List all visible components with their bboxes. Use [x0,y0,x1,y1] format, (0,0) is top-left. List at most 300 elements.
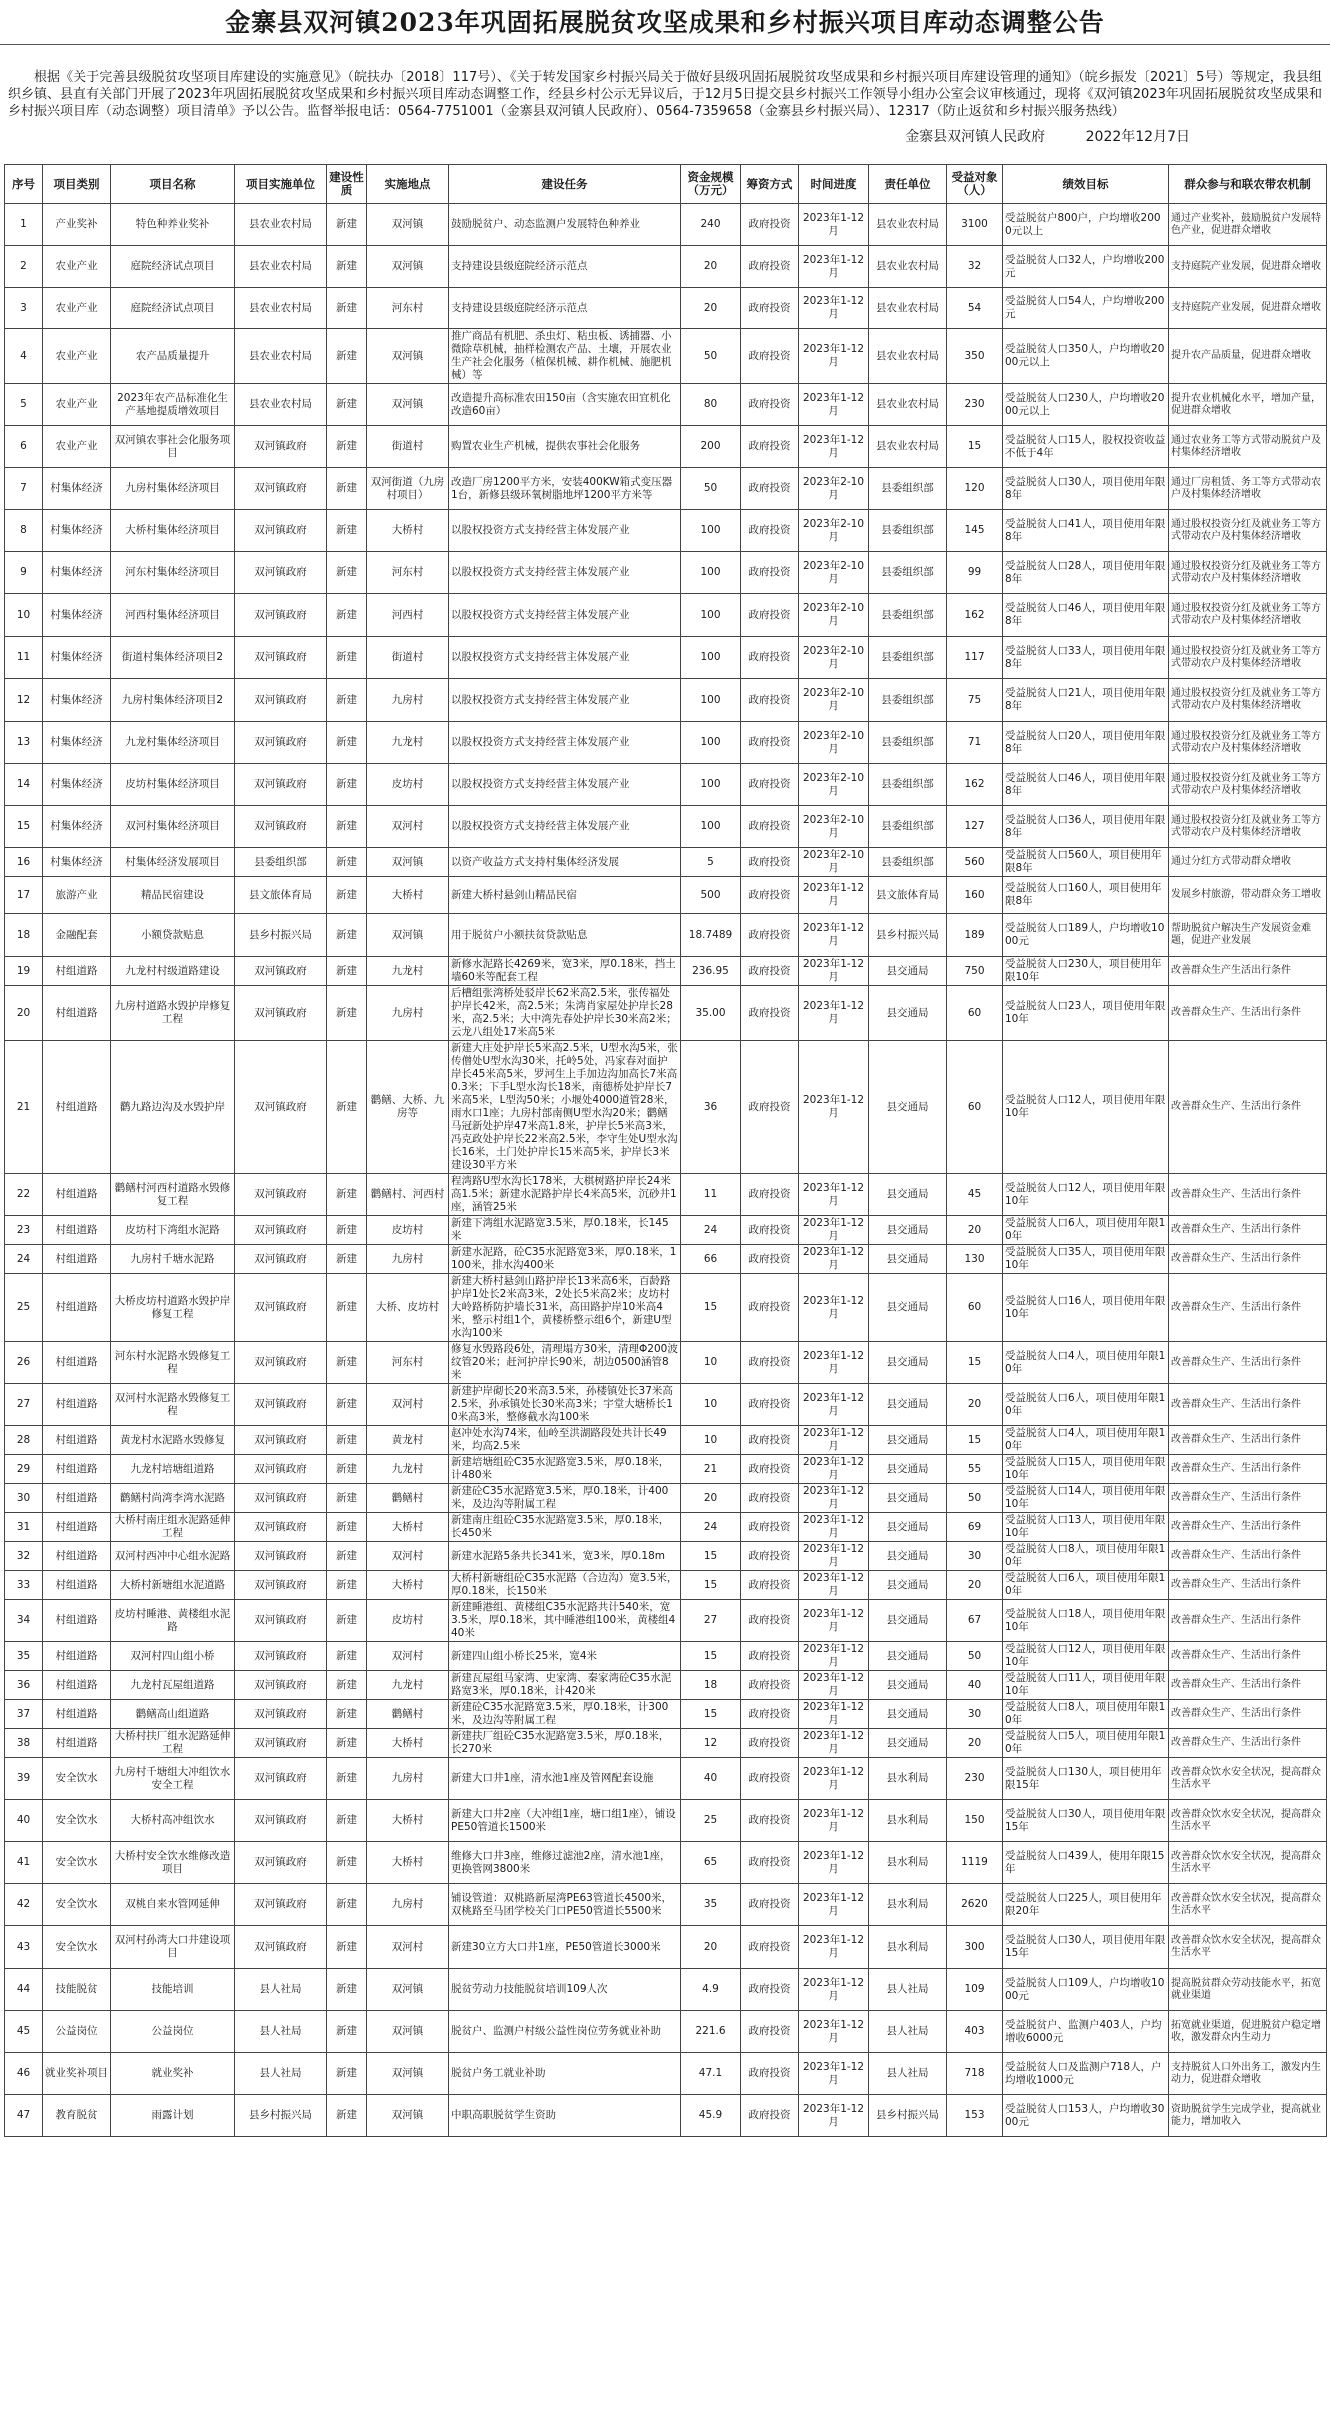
cell-performance-goal: 受益脱贫人口130人，项目使用年限15年 [1003,1758,1169,1800]
cell-funding: 15 [681,1700,741,1729]
cell-project-name: 皮坊村下湾组水泥路 [111,1216,235,1245]
cell-participation-mechanism: 支持脱贫人口外出务工，激发内生动力，促进群众增收 [1169,2053,1327,2095]
cell-participation-mechanism: 改善群众饮水安全状况，提高群众生活水平 [1169,1926,1327,1969]
cell-task: 新建水泥路5条共长341米，宽3米，厚0.18m [449,1542,681,1571]
cell-category: 村组道路 [43,1384,111,1426]
cell-beneficiaries: 50 [947,1642,1003,1671]
cell-category: 村组道路 [43,1642,111,1671]
cell-task: 新建大桥村悬剑山精品民宿 [449,877,681,914]
cell-performance-goal: 受益脱贫人口21人，项目使用年限8年 [1003,679,1169,722]
cell-construction-type: 新建 [327,594,367,637]
cell-funding-method: 政府投资 [741,1174,799,1216]
cell-project-name: 鹳鳝村河西村道路水毁修复工程 [111,1174,235,1216]
cell-implementing-unit: 双河镇政府 [235,1426,327,1455]
cell-beneficiaries: 20 [947,1216,1003,1245]
cell-implementing-unit: 县文旅体育局 [235,877,327,914]
cell-funding: 18.7489 [681,914,741,957]
cell-implementing-unit: 双河镇政府 [235,1484,327,1513]
issue-date: 2022年12月7日 [1085,129,1190,145]
cell-beneficiaries: 30 [947,1700,1003,1729]
cell-responsible-unit: 县乡村振兴局 [869,914,947,957]
cell-project-name: 九房村集体经济项目2 [111,679,235,722]
cell-funding: 15 [681,1642,741,1671]
cell-performance-goal: 受益脱贫人口4人，项目使用年限10年 [1003,1426,1169,1455]
cell-category: 安全饮水 [43,1800,111,1842]
cell-funding-method: 政府投资 [741,288,799,329]
cell-beneficiaries: 718 [947,2053,1003,2095]
cell-performance-goal: 受益脱贫人口18人，项目使用年限10年 [1003,1600,1169,1642]
table-row [5,1642,1327,1671]
cell-responsible-unit: 县水利局 [869,1884,947,1926]
cell-implementing-unit: 县人社局 [235,1969,327,2011]
table-row [5,1455,1327,1484]
cell-construction-type: 新建 [327,1513,367,1542]
cell-funding-method: 政府投资 [741,552,799,594]
cell-category: 村组道路 [43,957,111,986]
cell-construction-type: 新建 [327,204,367,246]
cell-participation-mechanism: 改善群众生产、生活出行条件 [1169,1342,1327,1384]
cell-funding: 100 [681,722,741,764]
cell-beneficiaries: 3100 [947,204,1003,246]
cell-task: 脱贫户、监测户村级公益性岗位劳务就业补助 [449,2011,681,2053]
cell-funding: 24 [681,1216,741,1245]
cell-funding-method: 政府投资 [741,637,799,679]
cell-participation-mechanism: 改善群众生产、生活出行条件 [1169,1571,1327,1600]
cell-beneficiaries: 67 [947,1600,1003,1642]
cell-category: 村组道路 [43,1342,111,1384]
cell-construction-type: 新建 [327,679,367,722]
cell-category: 村组道路 [43,1484,111,1513]
cell-task: 新建护岸砌长20米高3.5米，孙楼镇处长37米高2.5米，孙承镇处长30米高3米；宇堂大塘桥长10米高3米，整修截水沟100米 [449,1384,681,1426]
cell-schedule: 2023年1-12月 [799,1174,869,1216]
cell-responsible-unit: 县交通局 [869,986,947,1041]
table-row [5,426,1327,468]
cell-project-name: 河西村集体经济项目 [111,594,235,637]
table-row [5,1926,1327,1969]
cell-task: 支持建设县级庭院经济示范点 [449,246,681,288]
cell-category: 村组道路 [43,1245,111,1274]
cell-task: 以股权投资方式支持经营主体发展产业 [449,510,681,552]
cell-implementing-unit: 双河镇政府 [235,1455,327,1484]
cell-implementing-unit: 双河镇政府 [235,679,327,722]
cell-task: 以股权投资方式支持经营主体发展产业 [449,806,681,848]
cell-index: 7 [5,468,43,510]
cell-category: 村组道路 [43,986,111,1041]
table-row [5,637,1327,679]
cell-schedule: 2023年2-10月 [799,552,869,594]
cell-task: 改造提升高标准农田150亩（含实施农田宜机化改造60亩） [449,384,681,426]
cell-responsible-unit: 县乡村振兴局 [869,2095,947,2137]
cell-location: 鹳鳝村 [367,1484,449,1513]
cell-beneficiaries: 50 [947,1484,1003,1513]
table-row [5,848,1327,877]
cell-schedule: 2023年2-10月 [799,510,869,552]
table-row [5,1884,1327,1926]
cell-category: 村集体经济 [43,848,111,877]
cell-funding-method: 政府投资 [741,2053,799,2095]
header-project-name: 项目名称 [111,165,235,204]
cell-index: 18 [5,914,43,957]
cell-schedule: 2023年2-10月 [799,468,869,510]
cell-index: 40 [5,1800,43,1842]
cell-funding: 27 [681,1600,741,1642]
cell-index: 2 [5,246,43,288]
table-row [5,1800,1327,1842]
cell-category: 旅游产业 [43,877,111,914]
cell-project-name: 河东村水泥路水毁修复工程 [111,1342,235,1384]
cell-beneficiaries: 189 [947,914,1003,957]
cell-performance-goal: 受益脱贫人口5人，项目使用年限10年 [1003,1729,1169,1758]
cell-task: 后槽组张湾桥处驳岸长62米高2.5米，张传福处护岸长42米，高2.5米；朱湾肖家屋处护岸长28米，高2.5米；大中湾先春处护岸长30米高2米；云龙八组处17米高5米 [449,986,681,1041]
cell-implementing-unit: 双河镇政府 [235,1926,327,1969]
cell-beneficiaries: 32 [947,246,1003,288]
cell-index: 9 [5,552,43,594]
cell-implementing-unit: 县农业农村局 [235,246,327,288]
cell-responsible-unit: 县交通局 [869,1542,947,1571]
cell-beneficiaries: 54 [947,288,1003,329]
cell-task: 新建大庄处护岸长5米高2.5米，U型水沟5米，张传僧处U型水沟30米，托岭5处，冯家春对面护岸长45米高5米，罗河生上手加边沟加高长7米高0.3米；下手L型水沟长18米，南德桥处护岸长7米高5米，L型沟50米；小堰处4000道管28米，雨水口1座；九房村部南侧U型水沟20米；鹳鳝马冠新处护岸47米高1.8米，护岸长5米高3米，冯克政处护岸长22米高2.5米，李守生处U型水沟长16米，土门处护岸长15米高5米，护岸长3米建设30平方米 [449,1041,681,1174]
cell-location: 双河镇 [367,246,449,288]
cell-funding: 240 [681,204,741,246]
cell-beneficiaries: 69 [947,1513,1003,1542]
cell-location: 双河村 [367,1642,449,1671]
cell-location: 双河村 [367,1926,449,1969]
cell-responsible-unit: 县委组织部 [869,637,947,679]
cell-funding: 10 [681,1426,741,1455]
cell-funding: 15 [681,1571,741,1600]
cell-project-name: 大桥村集体经济项目 [111,510,235,552]
table-row [5,914,1327,957]
cell-participation-mechanism: 通过厂房租赁、务工等方式带动农户及村集体经济增收 [1169,468,1327,510]
cell-task: 中职高职脱贫学生资助 [449,2095,681,2137]
cell-participation-mechanism: 改善群众生产、生活出行条件 [1169,1600,1327,1642]
table-row [5,1041,1327,1174]
cell-responsible-unit: 县农业农村局 [869,246,947,288]
table-row [5,2095,1327,2137]
cell-task: 用于脱贫户小额扶贫贷款贴息 [449,914,681,957]
cell-funding: 20 [681,1484,741,1513]
cell-index: 33 [5,1571,43,1600]
cell-schedule: 2023年1-12月 [799,986,869,1041]
cell-funding-method: 政府投资 [741,1041,799,1174]
cell-index: 1 [5,204,43,246]
cell-schedule: 2023年1-12月 [799,384,869,426]
cell-funding-method: 政府投资 [741,877,799,914]
cell-performance-goal: 受益脱贫人口160人，项目使用年限8年 [1003,877,1169,914]
header-beneficiaries: 受益对象（人） [947,165,1003,204]
cell-category: 村组道路 [43,1041,111,1174]
cell-index: 30 [5,1484,43,1513]
cell-category: 公益岗位 [43,2011,111,2053]
cell-responsible-unit: 县交通局 [869,1700,947,1729]
cell-category: 村组道路 [43,1216,111,1245]
cell-beneficiaries: 55 [947,1455,1003,1484]
cell-responsible-unit: 县委组织部 [869,722,947,764]
cell-schedule: 2023年1-12月 [799,426,869,468]
cell-funding: 4.9 [681,1969,741,2011]
cell-project-name: 街道村集体经济项目2 [111,637,235,679]
cell-responsible-unit: 县交通局 [869,1274,947,1342]
cell-responsible-unit: 县水利局 [869,1758,947,1800]
cell-implementing-unit: 双河镇政府 [235,1384,327,1426]
table-row [5,1426,1327,1455]
cell-beneficiaries: 230 [947,1758,1003,1800]
cell-task: 大桥村新塘组砼C35水泥路（合边沟）宽3.5米，厚0.18米，长150米 [449,1571,681,1600]
cell-location: 双河村 [367,806,449,848]
cell-index: 24 [5,1245,43,1274]
cell-location: 河东村 [367,552,449,594]
cell-category: 金融配套 [43,914,111,957]
cell-index: 44 [5,1969,43,2011]
table-row [5,2053,1327,2095]
cell-participation-mechanism: 通过股权投资分红及就业务工等方式带动农户及村集体经济增收 [1169,510,1327,552]
cell-performance-goal: 受益脱贫人口12人，项目使用年限10年 [1003,1642,1169,1671]
cell-participation-mechanism: 改善群众饮水安全状况，提高群众生活水平 [1169,1758,1327,1800]
cell-participation-mechanism: 通过分红方式带动群众增收 [1169,848,1327,877]
cell-beneficiaries: 350 [947,329,1003,384]
cell-project-name: 庭院经济试点项目 [111,246,235,288]
cell-project-name: 精品民宿建设 [111,877,235,914]
cell-project-name: 公益岗位 [111,2011,235,2053]
cell-beneficiaries: 20 [947,1729,1003,1758]
cell-construction-type: 新建 [327,1342,367,1384]
cell-category: 产业奖补 [43,204,111,246]
cell-beneficiaries: 99 [947,552,1003,594]
cell-index: 16 [5,848,43,877]
cell-location: 街道村 [367,426,449,468]
cell-construction-type: 新建 [327,426,367,468]
cell-funding-method: 政府投资 [741,1884,799,1926]
cell-category: 村组道路 [43,1542,111,1571]
cell-task: 新建大口井2座（大冲组1座，塘口组1座），铺设PE50管道长1500米 [449,1800,681,1842]
cell-funding-method: 政府投资 [741,986,799,1041]
cell-beneficiaries: 45 [947,1174,1003,1216]
cell-beneficiaries: 109 [947,1969,1003,2011]
cell-responsible-unit: 县水利局 [869,1800,947,1842]
cell-performance-goal: 受益脱贫人口189人，户均增收1000元 [1003,914,1169,957]
cell-implementing-unit: 双河镇政府 [235,1671,327,1700]
cell-funding-method: 政府投资 [741,594,799,637]
cell-task: 新建30立方大口井1座，PE50管道长3000米 [449,1926,681,1969]
cell-implementing-unit: 县农业农村局 [235,329,327,384]
cell-performance-goal: 受益脱贫人口及监测户718人，户均增收1000元 [1003,2053,1169,2095]
cell-performance-goal: 受益脱贫人口20人，项目使用年限8年 [1003,722,1169,764]
cell-construction-type: 新建 [327,914,367,957]
cell-beneficiaries: 1119 [947,1842,1003,1884]
cell-construction-type: 新建 [327,1842,367,1884]
cell-schedule: 2023年1-12月 [799,1216,869,1245]
cell-project-name: 黄龙村水泥路水毁修复 [111,1426,235,1455]
cell-index: 43 [5,1926,43,1969]
cell-funding: 20 [681,1926,741,1969]
page-title: 金寨县双河镇2023年巩固拓展脱贫攻坚成果和乡村振兴项目库动态调整公告 [225,8,1105,37]
cell-implementing-unit: 双河镇政府 [235,764,327,806]
cell-category: 村组道路 [43,1274,111,1342]
table-row [5,877,1327,914]
cell-beneficiaries: 160 [947,877,1003,914]
cell-funding-method: 政府投资 [741,1600,799,1642]
table-row [5,1600,1327,1642]
cell-location: 大桥村 [367,1729,449,1758]
cell-funding: 100 [681,510,741,552]
cell-funding-method: 政府投资 [741,1245,799,1274]
header-performance-goal: 绩效目标 [1003,165,1169,204]
cell-construction-type: 新建 [327,384,367,426]
cell-schedule: 2023年1-12月 [799,1729,869,1758]
table-row [5,1342,1327,1384]
cell-funding: 18 [681,1671,741,1700]
cell-construction-type: 新建 [327,329,367,384]
cell-participation-mechanism: 改善群众生产、生活出行条件 [1169,1455,1327,1484]
cell-project-name: 双桃自来水管网延伸 [111,1884,235,1926]
table-row [5,1758,1327,1800]
header-category: 项目类别 [43,165,111,204]
cell-funding-method: 政府投资 [741,764,799,806]
cell-project-name: 九龙村培塘组道路 [111,1455,235,1484]
cell-project-name: 大桥村扶厂组水泥路延伸工程 [111,1729,235,1758]
cell-index: 5 [5,384,43,426]
cell-funding-method: 政府投资 [741,1426,799,1455]
cell-responsible-unit: 县交通局 [869,1642,947,1671]
cell-funding-method: 政府投资 [741,1542,799,1571]
cell-funding-method: 政府投资 [741,806,799,848]
cell-construction-type: 新建 [327,1216,367,1245]
cell-project-name: 双河村集体经济项目 [111,806,235,848]
cell-funding-method: 政府投资 [741,1455,799,1484]
cell-location: 鹳鳝、大桥、九房等 [367,1041,449,1174]
cell-participation-mechanism: 改善群众生产、生活出行条件 [1169,1274,1327,1342]
cell-performance-goal: 受益脱贫人口6人，项目使用年限10年 [1003,1216,1169,1245]
cell-funding-method: 政府投资 [741,914,799,957]
cell-responsible-unit: 县水利局 [869,1926,947,1969]
cell-beneficiaries: 560 [947,848,1003,877]
cell-responsible-unit: 县交通局 [869,1216,947,1245]
cell-participation-mechanism: 通过农业务工等方式带动脱贫户及村集体经济增收 [1169,426,1327,468]
cell-beneficiaries: 20 [947,1571,1003,1600]
cell-task: 购置农业生产机械，提供农事社会化服务 [449,426,681,468]
cell-participation-mechanism: 提高脱贫群众劳动技能水平，拓宽就业渠道 [1169,1969,1327,2011]
cell-responsible-unit: 县人社局 [869,1969,947,2011]
cell-responsible-unit: 县委组织部 [869,552,947,594]
cell-performance-goal: 受益脱贫人口30人，项目使用年限8年 [1003,468,1169,510]
cell-responsible-unit: 县委组织部 [869,764,947,806]
cell-location: 大桥村 [367,1513,449,1542]
cell-project-name: 农产品质量提升 [111,329,235,384]
cell-participation-mechanism: 改善群众饮水安全状况，提高群众生活水平 [1169,1884,1327,1926]
cell-participation-mechanism: 改善群众生产、生活出行条件 [1169,1426,1327,1455]
cell-location: 大桥村 [367,1571,449,1600]
cell-schedule: 2023年1-12月 [799,2053,869,2095]
cell-location: 双河镇 [367,2011,449,2053]
cell-responsible-unit: 县交通局 [869,1455,947,1484]
cell-task: 赵冲处水沟74米，仙岭至洪湖路段处共计长49米，均高2.5米 [449,1426,681,1455]
cell-project-name: 双河村西冲中心组水泥路 [111,1542,235,1571]
cell-category: 村组道路 [43,1700,111,1729]
cell-category: 技能脱贫 [43,1969,111,2011]
cell-beneficiaries: 403 [947,2011,1003,2053]
cell-responsible-unit: 县农业农村局 [869,384,947,426]
cell-schedule: 2023年1-12月 [799,1969,869,2011]
cell-implementing-unit: 双河镇政府 [235,1216,327,1245]
cell-schedule: 2023年2-10月 [799,764,869,806]
cell-project-name: 皮坊村睡港、黄楼组水泥路 [111,1600,235,1642]
cell-project-name: 庭院经济试点项目 [111,288,235,329]
cell-category: 就业奖补项目 [43,2053,111,2095]
cell-location: 双河街道（九房村项目） [367,468,449,510]
cell-task: 新建砼C35水泥路宽3.5米，厚0.18米，计300米，及边沟等附属工程 [449,1700,681,1729]
table-row [5,957,1327,986]
cell-project-name: 大桥村南庄组水泥路延伸工程 [111,1513,235,1542]
cell-implementing-unit: 双河镇政府 [235,1758,327,1800]
cell-performance-goal: 受益脱贫人口153人，户均增收3000元 [1003,2095,1169,2137]
cell-performance-goal: 受益脱贫人口11人，项目使用年限10年 [1003,1671,1169,1700]
cell-location: 九房村 [367,1758,449,1800]
cell-schedule: 2023年1-12月 [799,329,869,384]
cell-schedule: 2023年1-12月 [799,1571,869,1600]
cell-funding: 200 [681,426,741,468]
table-row [5,204,1327,246]
cell-project-name: 双河村水泥路水毁修复工程 [111,1384,235,1426]
cell-index: 15 [5,806,43,848]
cell-participation-mechanism: 提升农业机械化水平，增加产量，促进群众增收 [1169,384,1327,426]
cell-implementing-unit: 双河镇政府 [235,1274,327,1342]
cell-funding-method: 政府投资 [741,426,799,468]
cell-performance-goal: 受益脱贫人口41人，项目使用年限8年 [1003,510,1169,552]
cell-location: 河东村 [367,1342,449,1384]
cell-location: 大桥村 [367,877,449,914]
cell-performance-goal: 受益脱贫人口36人，项目使用年限8年 [1003,806,1169,848]
cell-schedule: 2023年1-12月 [799,1842,869,1884]
cell-index: 31 [5,1513,43,1542]
cell-schedule: 2023年1-12月 [799,1384,869,1426]
cell-funding: 11 [681,1174,741,1216]
cell-participation-mechanism: 改善群众生产、生活出行条件 [1169,1484,1327,1513]
cell-task: 新建睡港组、黄楼组C35水泥路共计540米，宽3.5米，厚0.18米，其中睡港组100米，黄楼组440米 [449,1600,681,1642]
cell-construction-type: 新建 [327,1041,367,1174]
cell-project-name: 就业奖补 [111,2053,235,2095]
cell-task: 新建南庄组砼C35水泥路宽3.5米，厚0.18米，长450米 [449,1513,681,1542]
cell-category: 村集体经济 [43,679,111,722]
cell-implementing-unit: 县乡村振兴局 [235,2095,327,2137]
cell-participation-mechanism: 改善群众生产、生活出行条件 [1169,1041,1327,1174]
cell-category: 村组道路 [43,1671,111,1700]
cell-construction-type: 新建 [327,722,367,764]
cell-implementing-unit: 双河镇政府 [235,1571,327,1600]
cell-participation-mechanism: 通过股权投资分红及就业务工等方式带动农户及村集体经济增收 [1169,594,1327,637]
cell-schedule: 2023年2-10月 [799,637,869,679]
cell-construction-type: 新建 [327,877,367,914]
cell-implementing-unit: 双河镇政府 [235,1041,327,1174]
cell-task: 脱贫劳动力技能脱贫培训109人次 [449,1969,681,2011]
cell-funding: 40 [681,1758,741,1800]
cell-category: 农业产业 [43,246,111,288]
cell-project-name: 鹳九路边沟及水毁护岸 [111,1041,235,1174]
cell-performance-goal: 受益脱贫人口46人，项目使用年限8年 [1003,764,1169,806]
cell-task: 新建四山组小桥长25米，宽4米 [449,1642,681,1671]
header-task: 建设任务 [449,165,681,204]
cell-beneficiaries: 162 [947,764,1003,806]
cell-schedule: 2023年1-12月 [799,1426,869,1455]
cell-implementing-unit: 双河镇政府 [235,1542,327,1571]
cell-participation-mechanism: 通过股权投资分红及就业务工等方式带动农户及村集体经济增收 [1169,552,1327,594]
cell-funding: 50 [681,329,741,384]
cell-funding-method: 政府投资 [741,204,799,246]
cell-location: 双河镇 [367,2053,449,2095]
cell-funding-method: 政府投资 [741,510,799,552]
cell-performance-goal: 受益脱贫人口12人，项目使用年限10年 [1003,1041,1169,1174]
cell-responsible-unit: 县水利局 [869,1842,947,1884]
cell-construction-type: 新建 [327,764,367,806]
